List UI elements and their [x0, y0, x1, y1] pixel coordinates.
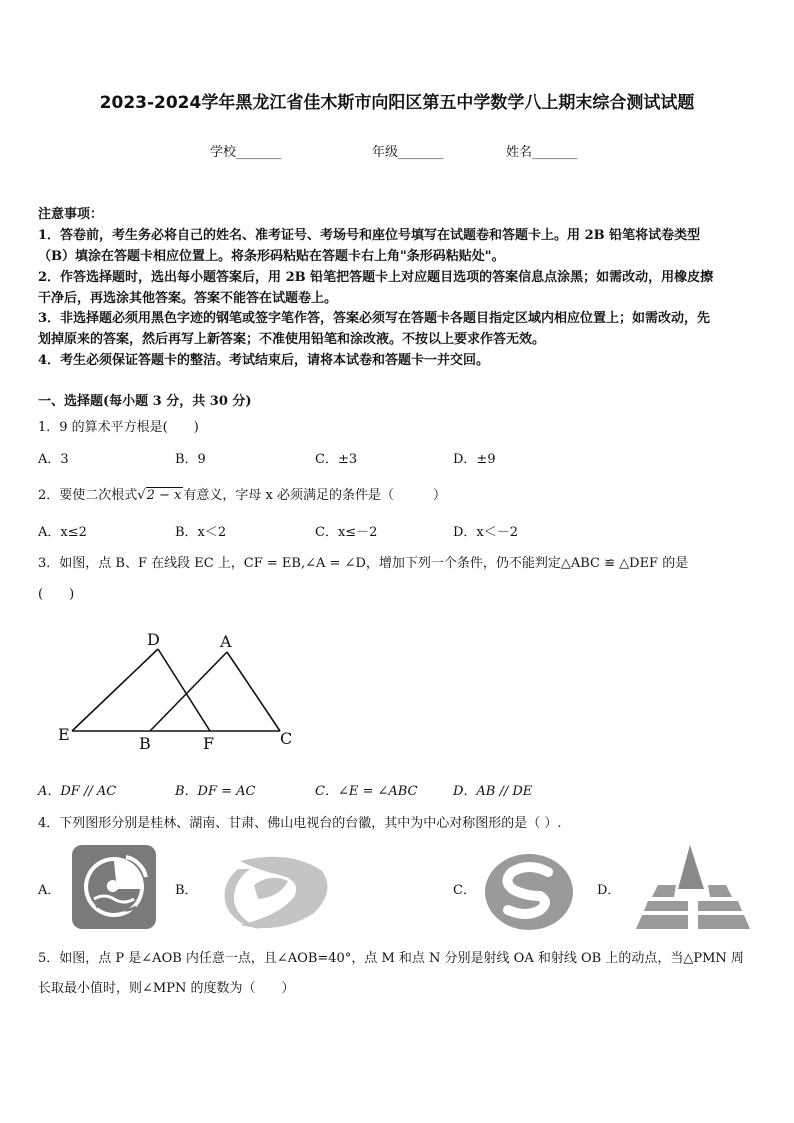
label-c: C [280, 729, 293, 748]
q4-option-d: D． [597, 883, 621, 898]
q2-stem-post: 有意义，字母 x 必须满足的条件是（ ） [183, 488, 446, 503]
q5-stem: 5．如图，点 P 是∠AOB 内任意一点，且∠AOB=40°，点 M 和点 N 分别是射线 OA 和射线 OB 上的动点，当△PMN 周 [38, 951, 744, 966]
q4-option-b: B． [175, 883, 198, 898]
q3-option-d: D．AB // DE [453, 784, 533, 799]
segment-ba [150, 652, 227, 731]
q4-option-a: A． [38, 883, 61, 898]
q3-option-a: A．DF // AC [38, 784, 117, 799]
notice-line-6: 划掉原来的答案，然后再写上新答案；不准使用铅笔和涂改液。不按以上要求作答无效。 [38, 332, 546, 347]
q4-option-c: C． [453, 883, 476, 898]
radicand: 2 − x [146, 488, 182, 503]
q2-stem [38, 484, 446, 503]
label-e: E [58, 725, 70, 744]
q1-option-c: C．±3 [315, 452, 358, 467]
notice-line-3: 2．作答选择题时，选出每小题答案后，用 2B 铅笔把答题卡上对应题目选项的答案信息点涂黑；如需改动，用橡皮擦 [38, 270, 714, 285]
triangle-figure [50, 625, 310, 755]
sqrt-expression [137, 488, 183, 503]
q2-option-a: A．x≤2 [38, 525, 87, 540]
q2-option-d: D．x＜－2 [453, 525, 519, 540]
segment-ed [72, 649, 158, 731]
hunan-tv-logo-icon [210, 855, 332, 933]
q1-stem: 1．9 的算术平方根是( ) [38, 420, 199, 435]
label-d: D [147, 630, 160, 649]
section-heading: 一、选择题(每小题 3 分，共 30 分) [38, 394, 252, 409]
notice-heading: 注意事项： [38, 207, 104, 222]
q5-stem-cont: 长取最小值时，则∠MPN 的度数为（ ） [38, 981, 295, 996]
page-title: 2023-2024学年黑龙江省佳木斯市向阳区第五中学数学八上期末综合测试试题 [99, 93, 695, 113]
q3-option-b: B．DF = AC [175, 784, 256, 799]
q2-option-c: C．x≤－2 [315, 525, 378, 540]
grade-field: 年级_______ [372, 145, 444, 160]
notice-line-2: （B）填涂在答题卡相应位置上。将条形码粘贴在答题卡右上角"条形码粘贴处"。 [38, 249, 505, 264]
q2-stem-pre: 2．要使二次根式 [38, 488, 138, 503]
notice-line-4: 干净后，再选涂其他答案。答案不能答在试题卷上。 [38, 291, 338, 306]
q1-option-b: B．9 [175, 452, 206, 467]
label-a: A [220, 632, 232, 651]
segment-ac [227, 652, 280, 731]
guilin-tv-logo-icon [72, 845, 156, 929]
segment-df [158, 649, 210, 731]
q3-option-c: C．∠E = ∠ABC [315, 784, 418, 799]
q1-option-d: D．±9 [453, 452, 496, 467]
radical-sign-icon: √ [137, 488, 146, 503]
q3-stem: 3．如图，点 B、F 在线段 EC 上，CF = EB,∠A = ∠D，增加下列一个条件，仍不能判定△ABC ≌ △DEF 的是 [38, 556, 689, 571]
q3-stem-cont: ( ) [38, 587, 75, 602]
name-field: 姓名_______ [506, 145, 578, 160]
notice-line-1: 1．答卷前，考生务必将自己的姓名、准考证号、考场号和座位号填写在试题卷和答题卡上。用 2B 铅笔将试卷类型 [38, 228, 701, 243]
foshan-tv-logo-icon [634, 845, 752, 931]
q1-option-a: A．3 [38, 452, 69, 467]
q2-option-b: B．x＜2 [175, 525, 227, 540]
gansu-tv-logo-icon [484, 852, 574, 932]
notice-line-7: 4．考生必须保证答题卡的整洁。考试结束后，请将本试卷和答题卡一并交回。 [38, 353, 490, 368]
label-b: B [139, 734, 151, 753]
label-f: F [203, 734, 215, 753]
q4-stem: 4．下列图形分别是桂林、湖南、甘肃、佛山电视台的台徽，其中为中心对称图形的是（ ）. [38, 816, 562, 831]
notice-line-5: 3．非选择题必须用黑色字迹的钢笔或签字笔作答，答案必须写在答题卡各题目指定区域内相应位置上；如需改动，先 [38, 311, 711, 326]
school-field: 学校_______ [210, 145, 282, 160]
